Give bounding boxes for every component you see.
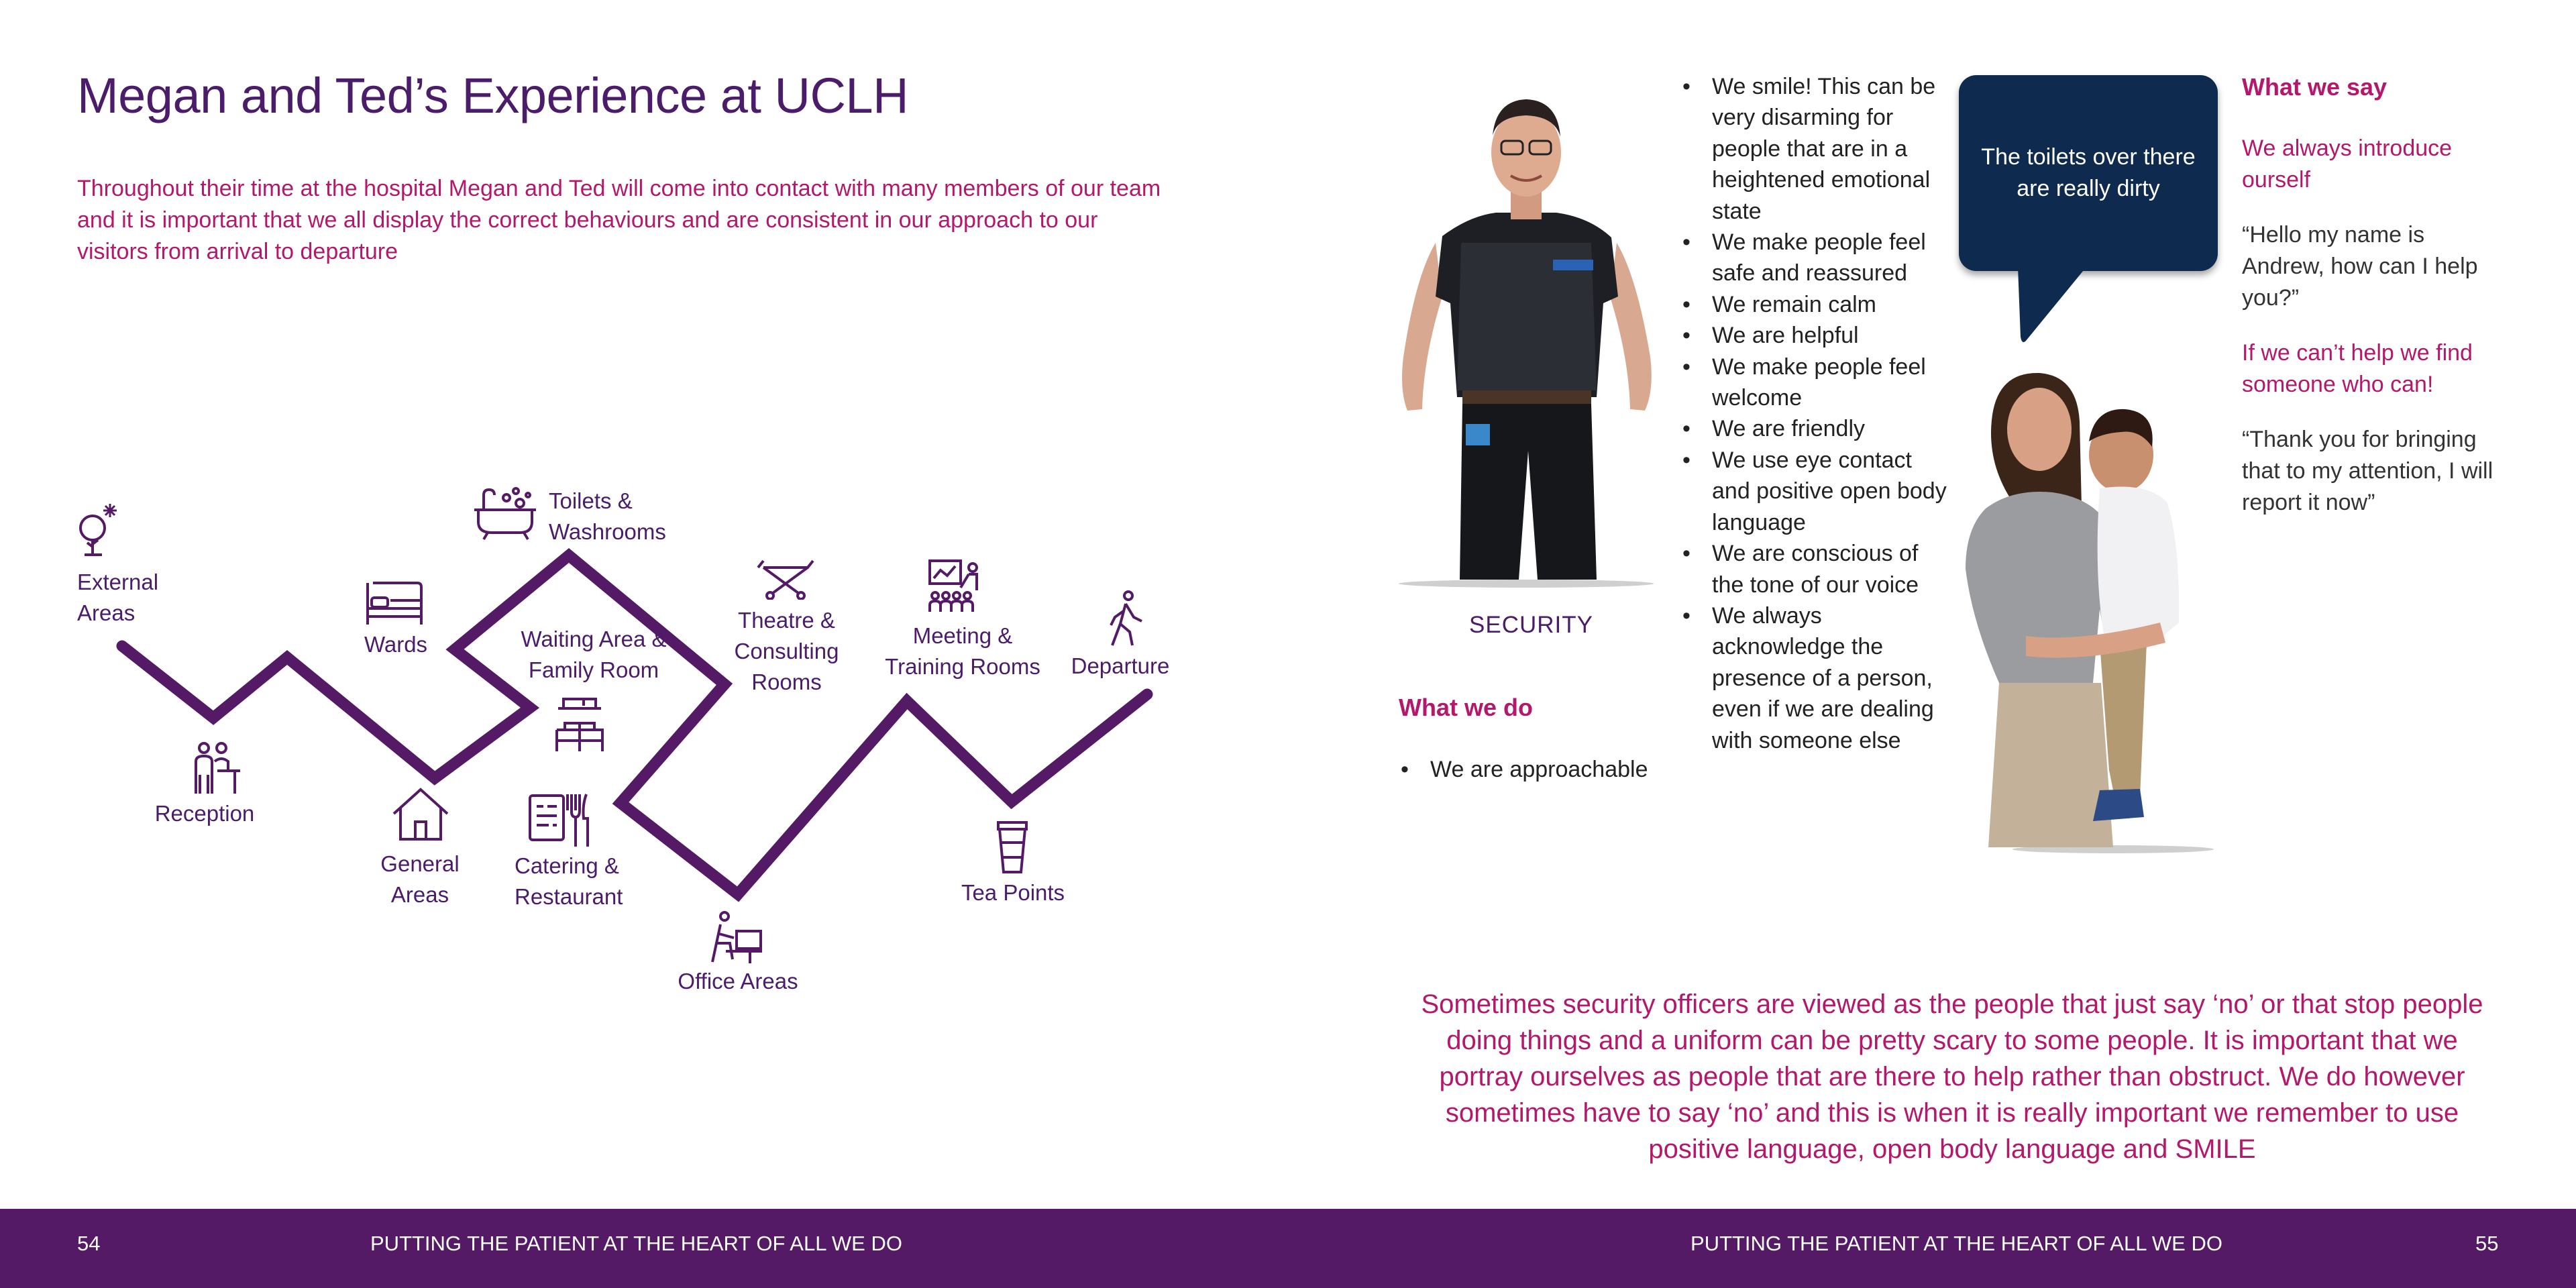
page-title: Megan and Ted’s Experience at UCLH <box>77 68 909 123</box>
list-item: • We smile! This can be very disarming for people that are in a heightened emotional state <box>1712 71 1953 227</box>
list-item: • We are helpful <box>1712 320 1953 351</box>
stop-label-reception: Reception <box>154 801 255 826</box>
what-we-say-heading: What we say <box>2242 73 2387 101</box>
stop-label-theatre-consulting: Theatre & Consulting Rooms <box>734 608 839 694</box>
stop-label-external-areas: External Areas <box>77 570 159 625</box>
what-we-say-p2: “Hello my name is Andrew, how can I help you?” <box>2242 222 2478 311</box>
stop-label-departure: Departure <box>1071 653 1170 678</box>
sofa-icon <box>554 696 605 753</box>
stop-label-catering: Catering & Restaurant <box>515 853 623 909</box>
list-item: • We are approachable <box>1430 754 1725 785</box>
what-we-say-p1: We always introduce ourself <box>2242 136 2453 193</box>
list-item: • We use eye contact and positive open body language <box>1712 445 1953 538</box>
list-item: • We always acknowledge the presence of a person, even if we are dealing with someone else <box>1712 600 1953 756</box>
stop-label-meeting-training: Meeting & Training Rooms <box>885 623 1040 679</box>
what-we-do-heading: What we do <box>1399 694 1533 721</box>
list-item: • We are friendly <box>1712 413 1953 444</box>
walking-person-icon <box>1107 590 1144 648</box>
what-we-do-list <box>1399 754 1725 785</box>
role-label: SECURITY <box>1469 612 1593 638</box>
menu-cutlery-icon <box>527 792 590 848</box>
speech-bubble: The toilets over there are really dirty <box>1959 75 2218 271</box>
stop-label-tea-points: Tea Points <box>961 880 1065 905</box>
stop-label-office-areas: Office Areas <box>678 969 798 994</box>
page-number-left: 54 <box>77 1232 101 1255</box>
tree-snowflake-icon <box>75 500 123 556</box>
list-item: • We are conscious of the tone of our voice <box>1712 538 1953 600</box>
list-item: • We make people feel safe and reassured <box>1712 227 1953 289</box>
what-we-say-p3: If we can’t help we find someone who can! <box>2242 340 2473 397</box>
stop-label-general-areas: General Areas <box>380 851 460 907</box>
page-number-right: 55 <box>2475 1232 2499 1255</box>
what-we-say-p4: “Thank you for bringing that to my attention, I will report it now” <box>2242 427 2493 515</box>
behaviours-list <box>1681 71 1953 756</box>
closing-statement: Sometimes security officers are viewed as the people that just say ‘no’ or that stop people doing things and a uniform can be pretty scary to some people. It is important that we portray ourselves as people that are there to help rather than obstruct. We do however sometimes have to say ‘no’ and this is when it is really important we remember to use positive language, open body language and SMILE <box>1421 989 2483 1164</box>
mother-child-photo <box>1945 368 2214 857</box>
speech-bubble-tail <box>2012 267 2093 346</box>
stretcher-icon <box>757 558 814 600</box>
footer-strap-left: PUTTING THE PATIENT AT THE HEART OF ALL WE DO <box>370 1232 902 1255</box>
stop-label-wards: Wards <box>364 632 428 657</box>
house-icon <box>391 787 450 841</box>
reception-desk-icon <box>191 741 241 795</box>
footer-strap-right: PUTTING THE PATIENT AT THE HEART OF ALL WE DO <box>1690 1232 2222 1255</box>
list-item: • We make people feel welcome <box>1712 352 1953 414</box>
stop-label-toilets-washrooms: Toilets & Washrooms <box>549 488 666 544</box>
security-officer-photo <box>1395 75 1657 592</box>
what-we-say-column <box>2242 71 2497 542</box>
stop-label-waiting-area: Waiting Area & Family Room <box>521 627 667 682</box>
cup-icon <box>996 820 1029 873</box>
desk-worker-icon <box>710 911 763 965</box>
intro-paragraph: Throughout their time at the hospital Megan and Ted will come into contact with many members of our team and it is important that we all display the correct behaviours and are consistent in our approach to our visitors from arrival to departure <box>77 176 1161 264</box>
list-item: • We remain calm <box>1712 289 1953 320</box>
presentation-icon <box>927 558 982 613</box>
bathtub-icon <box>472 484 539 541</box>
bed-icon <box>364 580 425 627</box>
